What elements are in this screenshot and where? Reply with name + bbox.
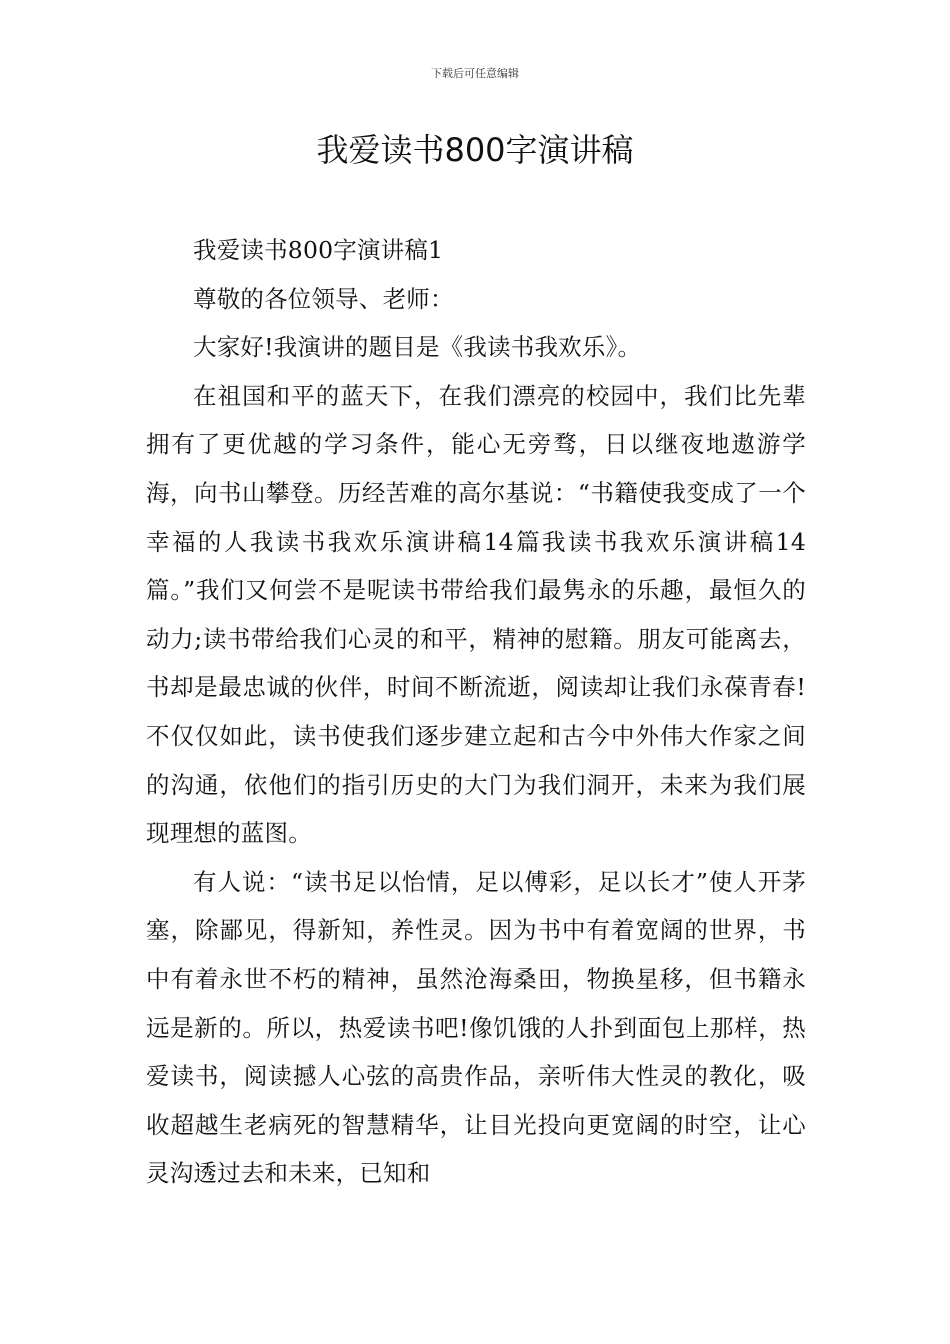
paragraph-greeting: 大家好!我演讲的题目是《我读书我欢乐》。 <box>193 333 642 362</box>
paragraph-subtitle: 我爱读书800字演讲稿1 <box>193 236 444 264</box>
paragraph-body-1: 在祖国和平的蓝天下，在我们漂亮的校园中，我们比先辈拥有了更优越的学习条件，能心无旁骛，日以继夜地遨游学海，向书山攀登。历经苦难的高尔基说：“书籍使我变成了一个幸福的人我读书我欢乐演讲稿14篇我读书我欢乐演讲稿14篇。”我们又何尝不是呢读书带给我们最隽永的乐趣，最恒久的动力;读书带给我们心灵的和平，精神的慰籍。朋友可能离去，书却是最忠诚的伙伴，时间不断流逝，阅读却让我们永葆青春!不仅仅如此，读书使我们逐步建立起和古今中外伟大作家之间的沟通，依他们的指引历史的大门为我们洞开，未来为我们展现理想的蓝图。 <box>146 381 806 848</box>
document-title: 我爱读书800字演讲稿 <box>316 131 634 169</box>
paragraph-salutation: 尊敬的各位领导、老师： <box>193 284 454 313</box>
document-body <box>146 226 806 1198</box>
paragraph-body-2: 有人说：“读书足以怡情，足以傅彩，足以长才”使人开茅塞，除鄙见，得新知，养性灵。因为书中有着宽阔的世界，书中有着永世不朽的精神，虽然沧海桑田，物换星移，但书籍永远是新的。所以，热爱读书吧!像饥饿的人扑到面包上那样，热爱读书，阅读撼人心弦的高贵作品，亲听伟大性灵的教化，吸收超越生老病死的智慧精华，让目光投向更宽阔的时空，让心灵沟透过去和未来，已知和 <box>146 867 806 1188</box>
header-note: 下载后可任意编辑 <box>431 67 519 80</box>
